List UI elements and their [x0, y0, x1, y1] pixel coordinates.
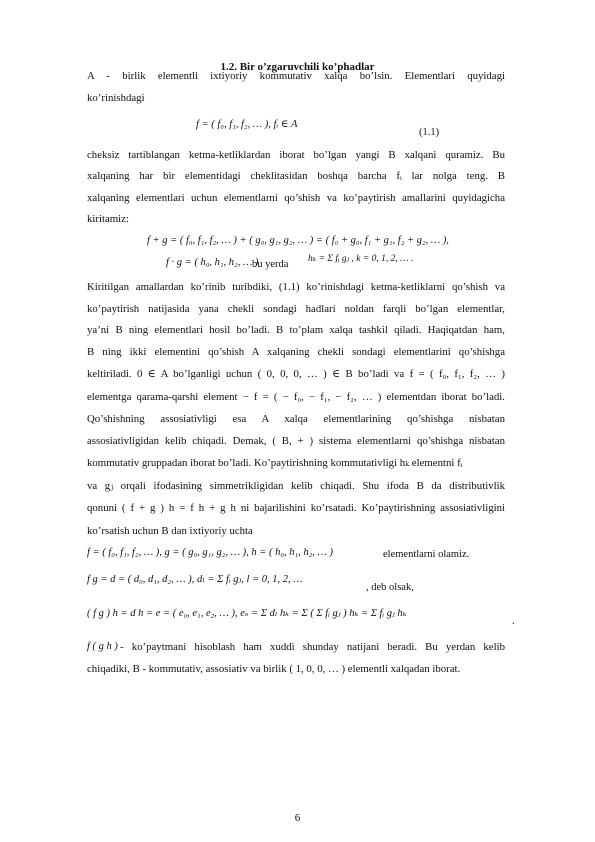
paragraph-line: chiqadiki, B - kommutativ, assosiativ va birlik ( 1, 0, 0, … ) elementli xalqadan iborat. [87, 663, 461, 675]
formula-fgh: f = ( f₀, f₁, f₂, … ), g = ( g₀, g₁, g₂, … ), h = ( h₀, h₁, h₂, … ) [87, 547, 334, 558]
paragraph-line: cheksiz tartiblangan ketma-ketliklardan iborat bo’lgan yangi B xalqani quramiz. Bu [87, 149, 505, 161]
text-bu-yerda: bu yerda [252, 259, 289, 270]
paragraph-line: ko’rsatish uchun B dan ixtiyoriy uchta [87, 525, 253, 537]
formula-e: ( f g ) h = d h = e = ( e₀, e₁, e₂, … ), eₛ = Σ dₗ hₖ = Σ ( Σ fᵢ gⱼ ) hₖ = Σ fᵢ gⱼ hₖ [87, 608, 407, 619]
paragraph-line: ya’ni B ning elementlari hosil bo’ladi. B to’plam xalqa tashkil qiladi. Haqiqatdan ham, [87, 324, 505, 336]
text-period: . [512, 616, 515, 627]
formula-product: f · g = ( h₀, h₁, h₂, … ) [166, 257, 259, 268]
paragraph-line: va gⱼ orqali ifodasining simmetrikligidan kelib chiqadi. Shu ifoda B da distributivlik [87, 480, 505, 492]
formula-1-1: f = ( f₀, f₁, f₂, … ), fᵢ ∈ A [196, 119, 298, 130]
paragraph-line: qonuni ( f + g ) h = f h + g h ni bajarilishini ko’rsatadi. Ko’paytirishning assosiativligini [87, 502, 505, 514]
equation-number: (1.1) [419, 127, 440, 138]
formula-fgh-product: f ( g h ) [87, 641, 118, 652]
paragraph-line: Qo’shishning assosiativligi esa A xalqa elementlarining qo’shishga nisbatan [87, 413, 505, 425]
paragraph-line: kiritamiz: [87, 213, 129, 225]
formula-d: f g = d = ( d₀, d₁, d₂, … ), dₗ = Σ fᵢ gⱼ, l = 0, 1, 2, … [87, 574, 303, 585]
text-elementlarni-olamiz: elementlarni olamiz. [383, 549, 470, 560]
paragraph-line: ko’paytirish natijasida yana chekli sondagi hadlari noldan farqli bo’lgan elementlar, [87, 303, 505, 315]
paragraph-line: assosiativligidan kelib chiqadi. Demak, ( B, + ) sistema elementlarni qo’shishga nisbatan [87, 435, 505, 447]
paragraph-line: xalqaning har bir elementidagi cheklitasidan boshqa barcha fᵢ lar nolga teng. B [87, 170, 505, 182]
paragraph-line: kommutativ gruppadan iborat bo’ladi. Ko’paytirishning kommutativligi hₖ elementni fᵢ [87, 457, 463, 469]
paragraph-line: Kiritilgan amallardan ko’rinib turibdiki, (1.1) ko’rinishdagi ketma-ketliklarni qo’shish va [87, 281, 505, 293]
paragraph-line: B ning ikki elementini qo’shish A xalqaning chekli sondagi elementlarini qo’shishga [87, 346, 505, 358]
formula-sum: f + g = ( f₀, f₁, f₂, … ) + ( g₀, g₁, g₂, … ) = ( f₀ + g₀, f₁ + g₁, f₂ + g₂, … ), [147, 235, 449, 246]
paragraph-line: elementga qarama-qarshi element − f = ( − f₀, − f₁, − f₂, … ) elementdan iborat bo’ladi. [87, 391, 505, 403]
text-deb-olsak: , deb olsak, [366, 582, 414, 593]
section-title: 1.2. Bir o’zgaruvchili ko’phadlar [220, 61, 375, 73]
paragraph-line: keltiriladi. 0 ∈ A bo’lganligi uchun ( 0, 0, 0, … ) ∈ B bo’ladi va f = ( f₀, f₁, f₂, … ) [87, 368, 505, 380]
page-number: 6 [294, 812, 301, 824]
paragraph-line: ko’rinishdagi [87, 92, 145, 104]
paragraph-line: xalqaning elementlari uchun elementlarni qo’shish va ko’paytirish amallarini quyidagicha [87, 192, 505, 204]
paragraph-line: - ko’paytmani hisoblash ham xuddi shunday natijani beradi. Bu yerdan kelib [120, 641, 505, 653]
formula-hk: hₖ = Σ fᵢ gⱼ , k = 0, 1, 2, … . [308, 254, 414, 264]
paragraph-line: A - birlik elementli ixtiyoriy kommutativ xalqa bo’lsin. Elementlari quyidagi [87, 70, 505, 82]
